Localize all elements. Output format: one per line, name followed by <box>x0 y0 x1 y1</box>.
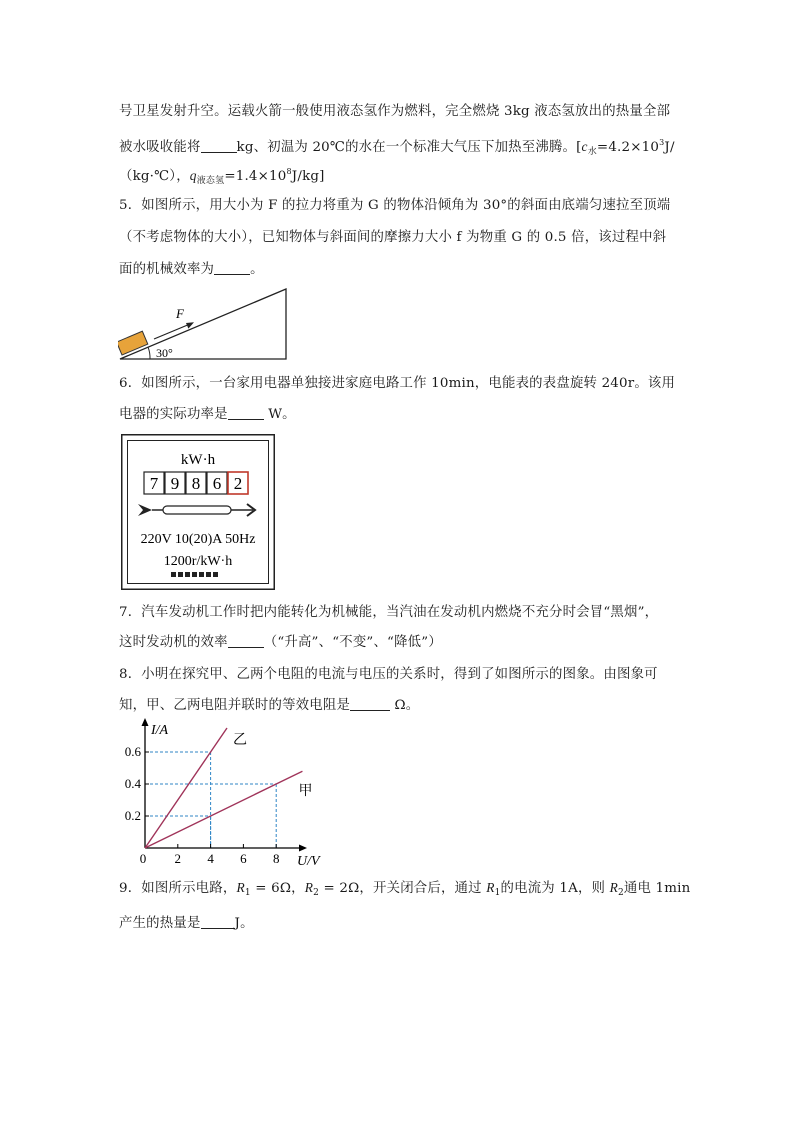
q7-line-1: 7．汽车发动机工作时把内能转化为机械能，当汽油在发动机内燃烧不充分时会冒“黑烟”， <box>119 605 659 620</box>
q4-c-value: =4.2×10 <box>596 140 660 155</box>
q6-answer-blank[interactable] <box>228 405 264 420</box>
y-tick-label: 0.4 <box>124 776 141 791</box>
r2-symbol: R <box>304 880 314 895</box>
angle-label: 30° <box>156 346 173 360</box>
meter-digit: 6 <box>212 474 222 493</box>
q6-unit: W。 <box>263 407 296 422</box>
q7-answer-blank[interactable] <box>228 633 264 648</box>
meter-spec-label: 220V 10(20)A 50Hz <box>140 532 256 547</box>
q4-answer-blank[interactable] <box>201 138 237 153</box>
q4-line-2 <box>119 133 675 162</box>
x-axis-arrowhead <box>299 845 307 852</box>
meter-digit: 2 <box>233 474 243 493</box>
q4-line-2-text-b: kg、初温为 20℃的水在一个标准大气压下加热至沸腾。[ <box>236 140 582 155</box>
q4-line-1: 号卫星发射升空。运载火箭一般使用液态氢作为燃料，完全燃烧 3kg 液态氢放出的热量全部 <box>119 104 671 119</box>
r2-subscript: 2 <box>313 888 320 898</box>
meter-digit: 7 <box>149 474 159 493</box>
r2-symbol-ref: R <box>609 880 618 895</box>
x-tick-label: 2 <box>174 851 182 866</box>
q5-line-3-text: 面的机械效率为 <box>119 262 215 277</box>
r2-subscript-ref: 2 <box>617 888 624 898</box>
q4-q-exponent: 8 <box>286 167 292 176</box>
q4-line-3 <box>119 162 325 191</box>
q5-answer-blank[interactable] <box>214 260 250 275</box>
force-label: F <box>176 306 184 321</box>
angle-arc <box>148 347 150 359</box>
r1-subscript: 1 <box>244 888 251 898</box>
q5-line-3 <box>119 260 264 280</box>
series-line-甲 <box>145 771 302 848</box>
series-line-乙 <box>145 728 227 848</box>
y-tick-label: 0.6 <box>124 744 141 759</box>
q9-line-1-text-b: 的电流为 1A，则 <box>500 881 610 896</box>
q8-line-2 <box>119 696 419 716</box>
q6-line-2-text: 电器的实际功率是 <box>119 407 228 422</box>
q7-line-2-text: 这时发动机的效率 <box>119 635 228 650</box>
r1-symbol-ref: R <box>486 880 495 895</box>
series-label: 乙 <box>233 733 247 748</box>
meter-digit: 8 <box>191 474 201 493</box>
q4-c-exponent: 3 <box>659 138 665 147</box>
r1-subscript-ref: 1 <box>494 888 501 898</box>
q4-q-subscript: 液态氢 <box>196 176 225 186</box>
x-tick-label: 6 <box>240 851 247 866</box>
q7-line-2 <box>119 633 442 653</box>
q5-line-3-end: 。 <box>250 262 264 277</box>
x-tick-label: 8 <box>272 851 280 866</box>
q4-q-symbol: q <box>189 168 197 183</box>
incline-slope <box>120 289 286 359</box>
r1-symbol: R <box>236 880 245 895</box>
series-label: 甲 <box>298 784 313 800</box>
q9-line-2 <box>119 914 254 934</box>
q9-line-1-text-c: 通电 1min <box>623 881 691 896</box>
q6-line-1: 6．如图所示，一台家用电器单独接进家庭电路工作 10min，电能表的表盘旋转 240r。该用 <box>119 376 676 391</box>
origin-label: 0 <box>139 851 147 866</box>
meter-rotor-window <box>163 506 231 514</box>
q9-line-1-text: 9．如图所示电路， <box>119 881 237 896</box>
q4-c-symbol: c <box>581 139 588 154</box>
meter-constant-label: 1200r/kW·h <box>163 554 233 569</box>
q4-q-value: =1.4×10 <box>224 169 287 184</box>
meter-rotor-marks <box>171 572 218 577</box>
q8-unit: Ω。 <box>390 698 420 713</box>
q5-line-1: 5．如图所示，用大小为 F 的拉力将重为 G 的物体沿倾角为 30°的斜面由底端匀速拉至顶端 <box>119 198 671 213</box>
energy-meter <box>121 434 275 590</box>
q4-c-unit: J/ <box>664 140 675 155</box>
q8-line-2-text: 知，甲、乙两电阻并联时的等效电阻是 <box>119 698 351 713</box>
r2-value: = 2Ω，开关闭合后，通过 <box>319 881 487 896</box>
q4-c-subscript: 水 <box>587 147 597 157</box>
meter-unit-label: kW·h <box>180 452 216 468</box>
q7-options: （“升高”、“不变”、“降低”） <box>263 635 442 650</box>
x-axis-label: U/V <box>297 854 320 866</box>
q4-c-unit-cont: （kg·℃）， <box>119 169 190 184</box>
x-tick-label: 4 <box>207 851 214 866</box>
q8-line-1: 8．小明在探究甲、乙两个电阻的电流与电压的关系时，得到了如图所示的图象。由图象可 <box>119 667 658 682</box>
q9-line-1 <box>119 878 690 903</box>
y-axis-arrowhead <box>142 718 149 726</box>
iu-chart <box>112 716 342 866</box>
q5-line-2: （不考虑物体的大小），已知物体与斜面间的摩擦力大小 f 为物重 G 的 0.5 倍，该过程中斜 <box>119 230 667 245</box>
q6-line-2 <box>119 405 296 425</box>
q4-line-2-text: 被水吸收能将 <box>119 140 201 155</box>
q4-q-unit: J/kg] <box>291 169 325 184</box>
r1-value: = 6Ω， <box>250 881 305 896</box>
y-axis-label: I/A <box>151 723 169 738</box>
meter-digit: 9 <box>170 474 180 493</box>
q9-unit: J。 <box>234 916 254 931</box>
incline-figure <box>118 285 290 361</box>
q8-answer-blank[interactable] <box>350 696 390 711</box>
q9-line-2-text: 产生的热量是 <box>119 916 201 931</box>
block-object <box>118 331 148 355</box>
y-tick-label: 0.2 <box>124 808 141 823</box>
q9-answer-blank[interactable] <box>201 914 235 929</box>
